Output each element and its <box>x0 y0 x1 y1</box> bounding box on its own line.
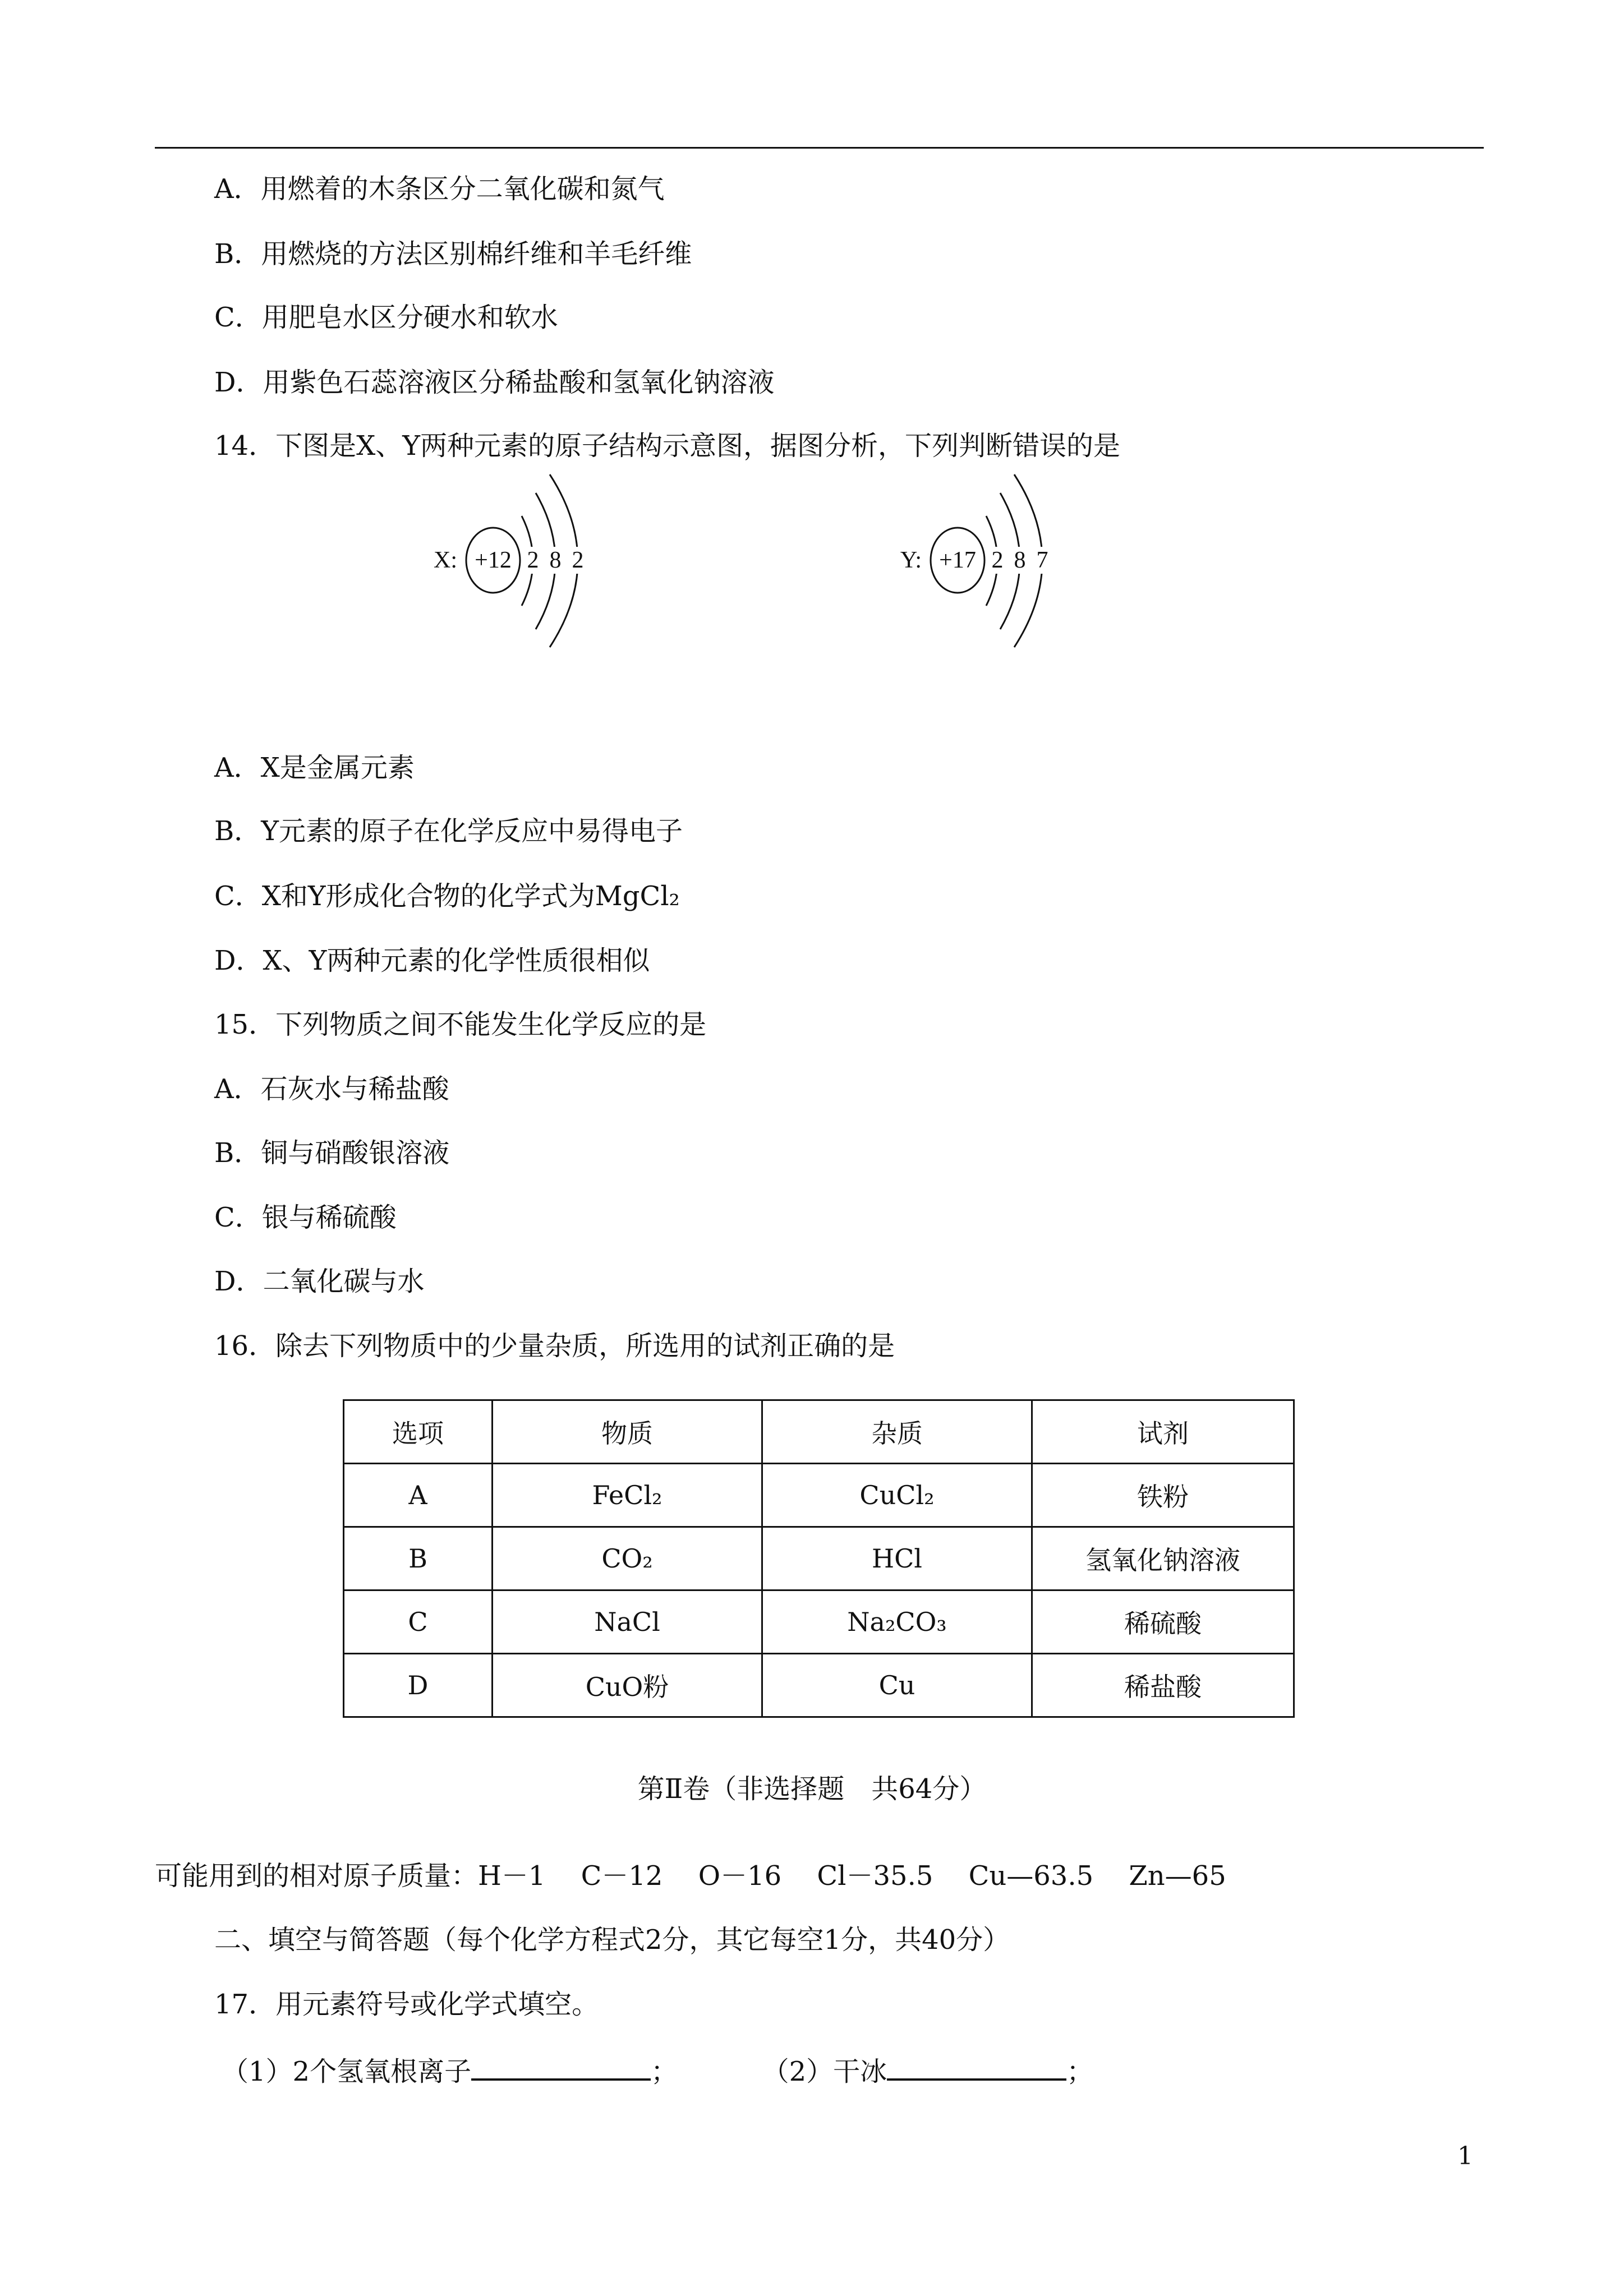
q14-stem: 14．下图是X、Y两种元素的原子结构示意图，据图分析，下列判断错误的是 <box>214 430 1120 462</box>
header-cell: 物质 <box>493 1400 762 1464</box>
table-cell: CuCl₂ <box>762 1464 1032 1527</box>
table-row <box>344 1590 1294 1654</box>
q14-option-c: C．X和Y形成化合物的化学式为MgCl₂ <box>214 880 680 912</box>
atom-y-diagram <box>900 474 1052 647</box>
atom-structure-diagrams <box>0 0 1624 729</box>
atomic-masses: 可能用到的相对原子质量：H－1 C－12 O－16 Cl－35.5 Cu—63.5 Zn—65 <box>155 1860 1226 1892</box>
table-cell: CO₂ <box>493 1527 762 1590</box>
q17-item-2-answer-blank[interactable] <box>887 2053 1066 2081</box>
atom-y-label: Y: <box>900 547 922 573</box>
q15-option-b: B．铜与硝酸银溶液 <box>214 1137 450 1169</box>
nucleus-charge: +12 <box>475 547 512 573</box>
q17-item-2-label: （2）干冰 <box>762 2056 887 2087</box>
atom-x-diagram <box>434 474 587 647</box>
table-cell: 氢氧化钠溶液 <box>1032 1527 1294 1590</box>
q17-items <box>222 2053 1093 2088</box>
shell-electrons-2: 8 <box>549 547 562 573</box>
header-cell: 试剂 <box>1032 1400 1294 1464</box>
table-row <box>344 1527 1294 1590</box>
q17-item-1-answer-blank[interactable] <box>471 2053 651 2081</box>
table-cell: HCl <box>762 1527 1032 1590</box>
table-cell: 稀盐酸 <box>1032 1654 1294 1717</box>
q15-option-d: D．二氧化碳与水 <box>214 1266 425 1297</box>
table-cell: 稀硫酸 <box>1032 1590 1294 1654</box>
table-cell: 铁粉 <box>1032 1464 1294 1527</box>
q13-option-a: A．用燃着的木条区分二氧化碳和氮气 <box>214 173 665 205</box>
page-number: 1 <box>1457 2142 1473 2170</box>
table-row <box>344 1464 1294 1527</box>
nucleus-charge: +17 <box>939 547 976 573</box>
q15-option-c: C．银与稀硫酸 <box>214 1202 397 1233</box>
table-cell: Na₂CO₃ <box>762 1590 1032 1654</box>
header-cell: 杂质 <box>762 1400 1032 1464</box>
q14-option-a: A．X是金属元素 <box>214 752 415 783</box>
table-cell: A <box>344 1464 493 1527</box>
atom-x-label: X: <box>434 547 457 573</box>
table-cell: FeCl₂ <box>493 1464 762 1527</box>
table-cell: CuO粉 <box>493 1654 762 1717</box>
table-row <box>344 1654 1294 1717</box>
q15-option-a: A．石灰水与稀盐酸 <box>214 1073 449 1105</box>
shell-electrons-3: 7 <box>1036 547 1048 573</box>
shell-electrons-1: 2 <box>527 547 539 573</box>
table-header-row <box>344 1400 1294 1464</box>
q13-option-b: B．用燃烧的方法区别棉纤维和羊毛纤维 <box>214 238 692 270</box>
q16-table <box>343 1399 1295 1718</box>
q17-stem: 17．用元素符号或化学式填空。 <box>214 1989 599 2020</box>
q16-stem: 16．除去下列物质中的少量杂质，所选用的试剂正确的是 <box>214 1330 895 1362</box>
table-cell: Cu <box>762 1654 1032 1717</box>
shell-electrons-2: 8 <box>1014 547 1026 573</box>
separator: ； <box>651 2056 678 2087</box>
q15-stem: 15．下列物质之间不能发生化学反应的是 <box>214 1009 707 1040</box>
header-cell: 选项 <box>344 1400 493 1464</box>
part-2-heading: 二、填空与简答题（每个化学方程式2分，其它每空1分，共40分） <box>214 1924 1010 1956</box>
q14-option-d: D．X、Y两种元素的化学性质很相似 <box>214 945 650 976</box>
table-cell: D <box>344 1654 493 1717</box>
q13-option-d: D．用紫色石蕊溶液区分稀盐酸和氢氧化钠溶液 <box>214 367 775 398</box>
q17-item-1-label: （1）2个氢氧根离子 <box>222 2056 472 2087</box>
shell-electrons-1: 2 <box>991 547 1004 573</box>
table-cell: C <box>344 1590 493 1654</box>
q13-option-c: C．用肥皂水区分硬水和软水 <box>214 302 558 333</box>
table-cell: NaCl <box>493 1590 762 1654</box>
table-cell: B <box>344 1527 493 1590</box>
shell-electrons-3: 2 <box>572 547 584 573</box>
separator: ； <box>1066 2056 1094 2087</box>
section-2-title: 第Ⅱ卷（非选择题 共64分） <box>637 1773 987 1805</box>
q14-option-b: B．Y元素的原子在化学反应中易得电子 <box>214 815 683 847</box>
